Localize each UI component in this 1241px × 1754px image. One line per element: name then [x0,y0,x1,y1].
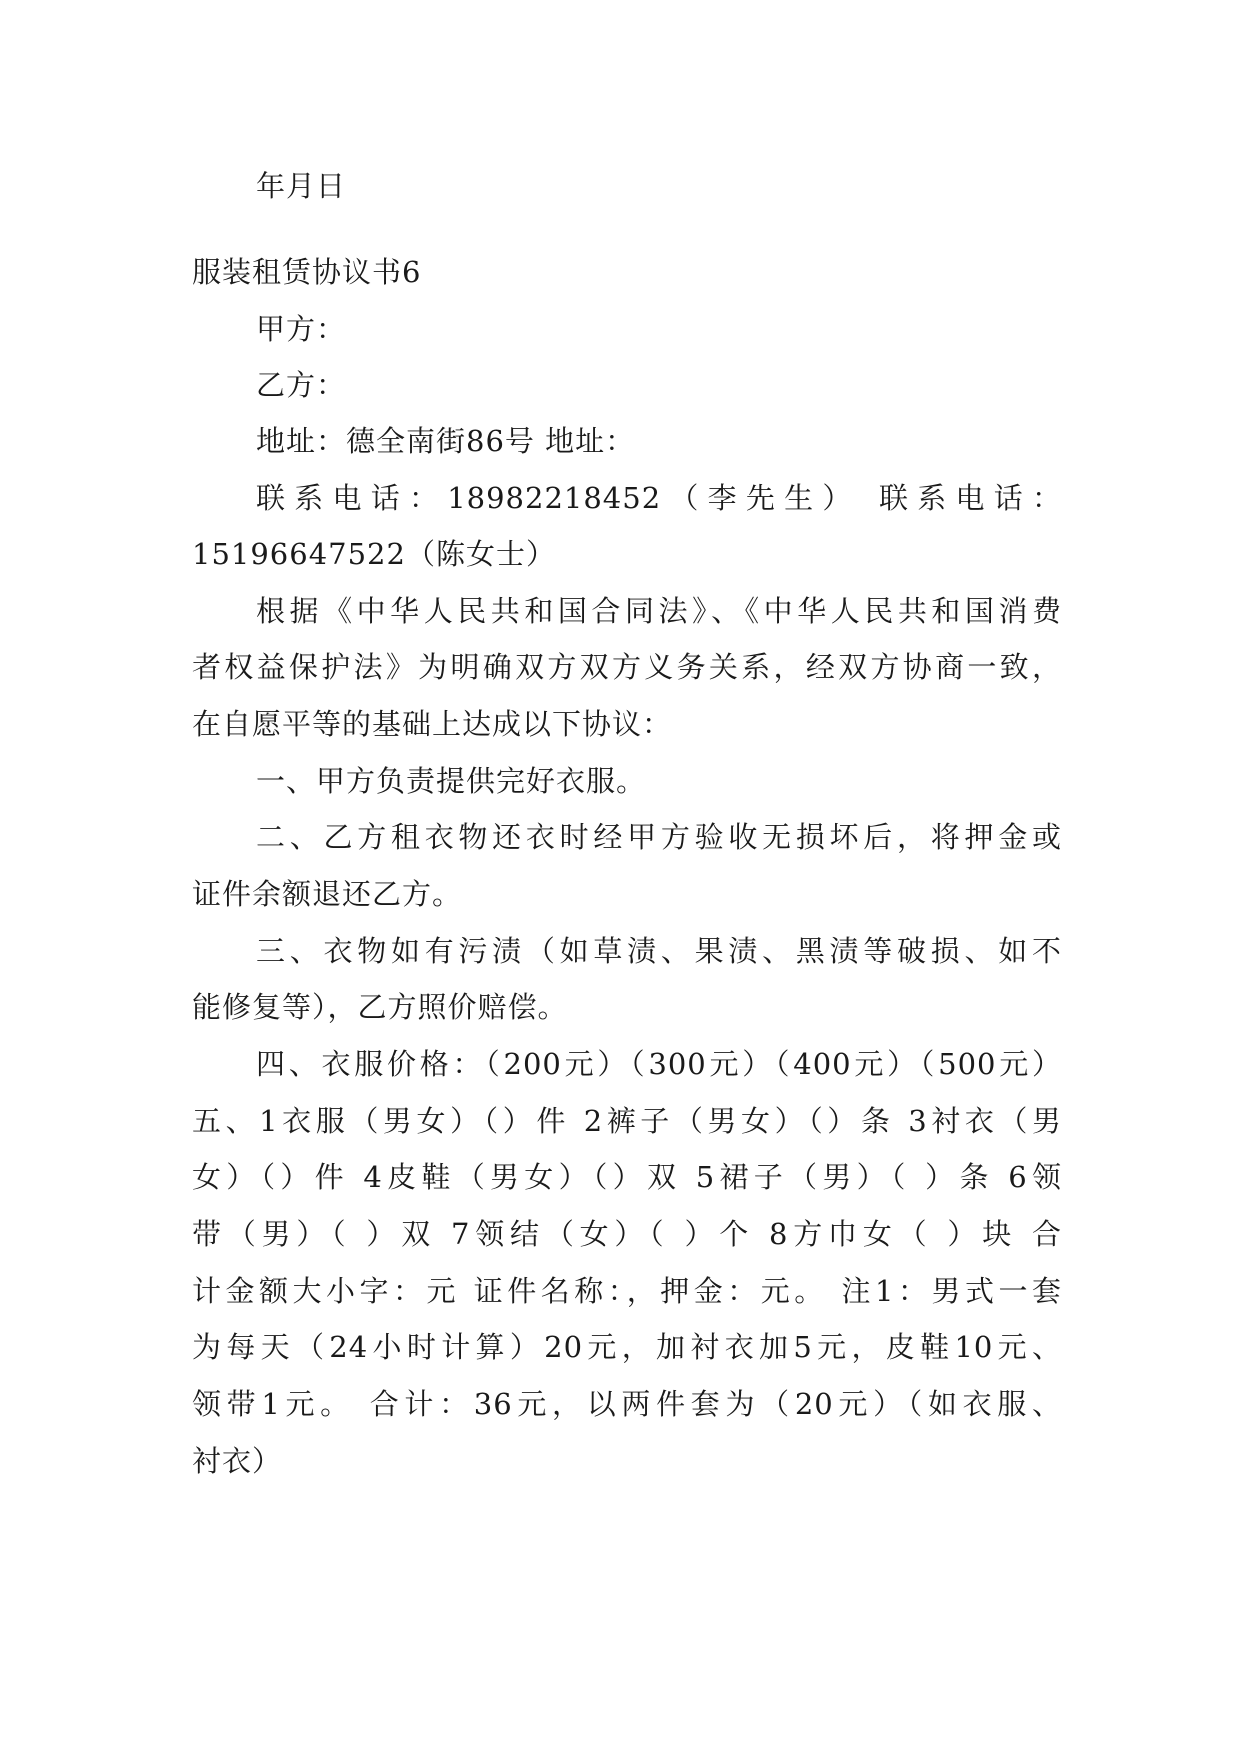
clause-2: 二、乙方租衣物还衣时经甲方验收无损坏后，将押金或 [256,820,1062,854]
document-title: 服装租赁协议书6 [192,255,422,289]
contact-line: 联系电话：18982218452（李先生） 联系电话： [256,481,1062,515]
clause-3: 三、衣物如有污渍（如草渍、果渍、黑渍等破损、如不 [256,934,1062,968]
clause-1: 一、甲方负责提供完好衣服。 [256,764,647,798]
date-line: 年月日 [256,169,347,203]
clause-4: 为每天（24小时计算）20元，加衬衣加5元，皮鞋10元、 [192,1330,1062,1364]
clause-4: 领带1元。 合计：36元，以两件套为（20元）（如衣服、 [192,1387,1062,1421]
intro-paragraph: 根据《中华人民共和国合同法》、《中华人民共和国消费 [256,594,1062,628]
clause-4: 女）（）件 4皮鞋（男女）（）双 5裙子（男）（ ）条 6领 [192,1160,1062,1194]
clause-4: 计金额大小字：元 证件名称：，押金：元。 注1：男式一套 [192,1274,1062,1308]
party-b-label: 乙方： [256,368,347,402]
intro-paragraph: 在自愿平等的基础上达成以下协议： [192,707,673,741]
clause-4: 五、1衣服（男女）（）件 2裤子（男女）（）条 3衬衣（男 [192,1104,1062,1138]
clause-4: 衬衣） [192,1444,283,1478]
intro-paragraph: 者权益保护法》为明确双方双方义务关系，经双方协商一致， [192,650,1062,684]
clause-2: 证件余额退还乙方。 [192,877,463,911]
party-a-label: 甲方： [256,312,347,346]
clause-4: 带（男）（ ）双 7领结（女）（ ）个 8方巾女（ ）块 合 [192,1217,1062,1251]
contact-line-cont: 15196647522（陈女士） [192,537,556,571]
clause-3: 能修复等），乙方照价赔偿。 [192,990,568,1024]
clause-4: 四、衣服价格：（200元）（300元）（400元）（500元） [256,1047,1062,1081]
address-line: 地址：德全南街86号 地址： [256,424,636,458]
